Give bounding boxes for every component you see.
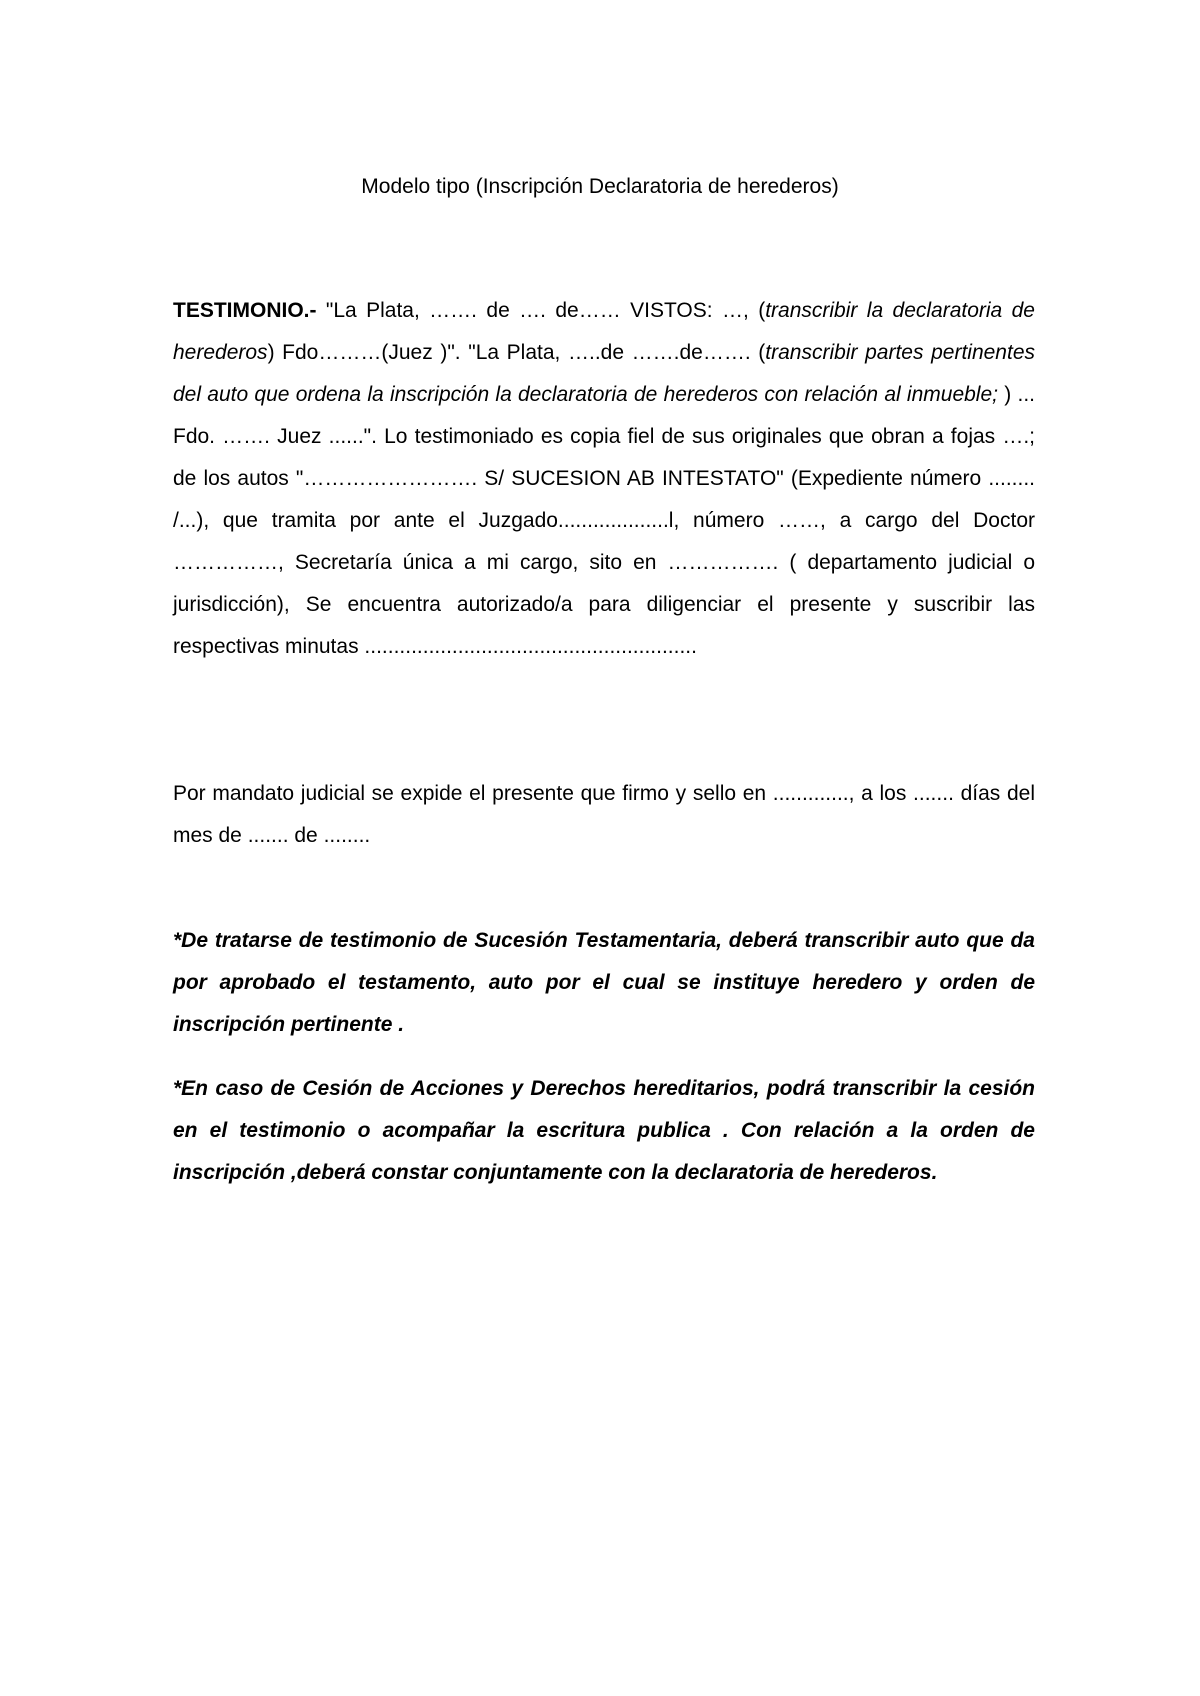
testimonio-paragraph bbox=[173, 290, 1035, 668]
testimonio-text: ) Fdo………(Juez )". "La Plata, …..de …….de……. ( bbox=[267, 341, 766, 364]
note-testamentaria: *De tratarse de testimonio de Sucesión Testamentaria, deberá transcribir auto que da por aprobado el testamento, auto por el cual se instituye heredero y orden de inscripción pertinente . bbox=[173, 929, 1035, 1036]
testimonio-heading: TESTIMONIO.- bbox=[173, 299, 317, 322]
testimonio-italic-text: transcribir partes pertinentes del auto que ordena la inscripción la declaratoria de herederos con relación al inmueble; bbox=[173, 341, 1035, 406]
testimonio-italic-text: transcribir la declaratoria de herederos bbox=[173, 299, 1035, 364]
document-title: Modelo tipo (Inscripción Declaratoria de herederos) bbox=[361, 175, 839, 198]
note-cesion: *En caso de Cesión de Acciones y Derechos hereditarios, podrá transcribir la cesión en el testimonio o acompañar la escritura publica . Con relación a la orden de inscripción ,deberá constar conjuntamente con la declaratoria de herederos. bbox=[173, 1077, 1035, 1184]
testimonio-text: ) ... Fdo. ……. Juez ......". Lo testimoniado es copia fiel de sus originales que obran a fojas ….; de los autos "……………………. S/ SUCESION AB INTESTATO" (Expediente número ........ /...), que tramita por ante el Juzgado...................l, número ……, a cargo del Doctor ……………, Secretaría única a mi cargo, sito en ……………. ( departamento judicial o jurisdicción), Se encuentra autorizado/a para diligenciar el presente y suscribir las respectivas minutas ......................................................... bbox=[173, 383, 1035, 658]
testimonio-text: "La Plata, ……. de …. de…… VISTOS: …, ( bbox=[316, 299, 766, 322]
mandato-paragraph: Por mandato judicial se expide el presente que firmo y sello en ............., a los ....... días del mes de ....... de ........ bbox=[173, 782, 1035, 847]
